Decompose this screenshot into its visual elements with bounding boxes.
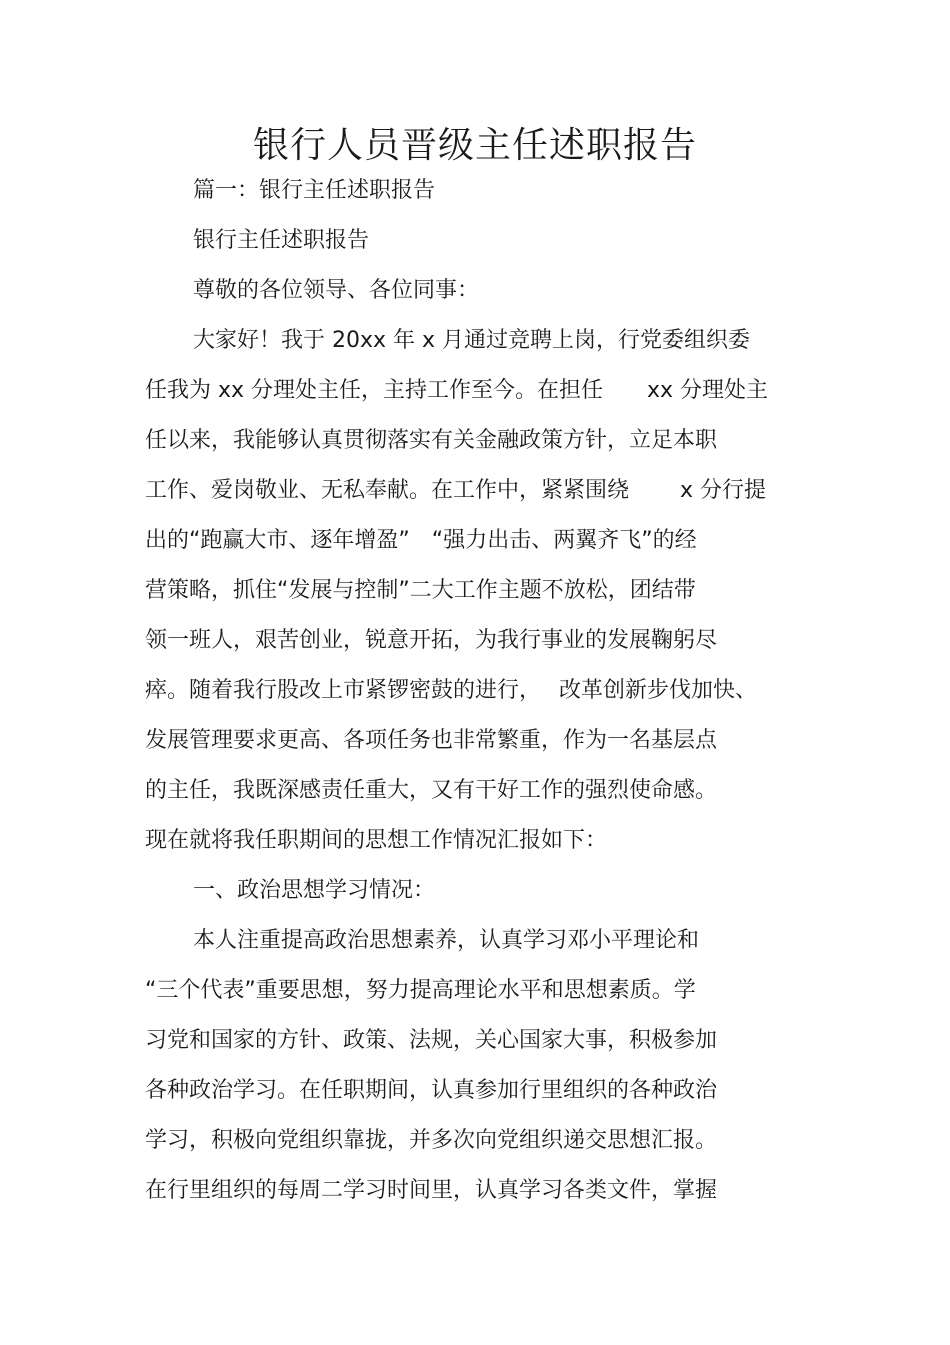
paragraph-line: 任以来，我能够认真贯彻落实有关金融政策方针，立足本职 [145, 428, 718, 453]
section-heading: 篇一：银行主任述职报告 [193, 178, 436, 203]
paragraph-line: 各种政治学习。在任职期间，认真参加行里组织的各种政治 [145, 1078, 718, 1103]
paragraph-line: 领一班人，艰苦创业，锐意开拓，为我行事业的发展鞠躬尽 [145, 628, 718, 653]
paragraph-line: 任我为 xx 分理处主任，主持工作至今。在担任 xx 分理处主 [145, 378, 769, 403]
paragraph-line: “三个代表”重要思想，努力提高理论水平和思想素质。学 [145, 978, 696, 1003]
report-subtitle: 银行主任述职报告 [193, 228, 370, 253]
paragraph-line: 瘁。随着我行股改上市紧锣密鼓的进行， 改革创新步伐加快、 [145, 678, 757, 703]
paragraph-line: 学习，积极向党组织靠拢，并多次向党组织递交思想汇报。 [145, 1128, 718, 1153]
paragraph-line: 出的“跑赢大市、逐年增盈” “强力出击、两翼齐飞”的经 [145, 528, 697, 553]
salutation: 尊敬的各位领导、各位同事： [193, 278, 480, 303]
paragraph-line: 的主任，我既深感责任重大，又有干好工作的强烈使命感。 [145, 778, 718, 803]
paragraph-line: 习党和国家的方针、政策、法规，关心国家大事，积极参加 [145, 1028, 718, 1053]
paragraph-line: 在行里组织的每周二学习时间里，认真学习各类文件，掌握 [145, 1178, 718, 1203]
paragraph-line: 工作、爱岗敬业、无私奉献。在工作中，紧紧围绕 x 分行提 [145, 478, 767, 503]
section-heading-politics: 一、政治思想学习情况： [193, 878, 436, 903]
paragraph-line: 大家好！我于 20xx 年 x 月通过竞聘上岗，行党委组织委 [193, 328, 751, 353]
paragraph-line: 本人注重提高政治思想素养，认真学习邓小平理论和 [193, 928, 700, 953]
paragraph-line: 发展管理要求更高、各项任务也非常繁重，作为一名基层点 [145, 728, 718, 753]
paragraph-line: 现在就将我任职期间的思想工作情况汇报如下： [145, 828, 608, 853]
document-title: 银行人员晋级主任述职报告 [252, 125, 697, 166]
paragraph-line: 营策略，抓住“发展与控制”二大工作主题不放松，团结带 [145, 578, 696, 603]
